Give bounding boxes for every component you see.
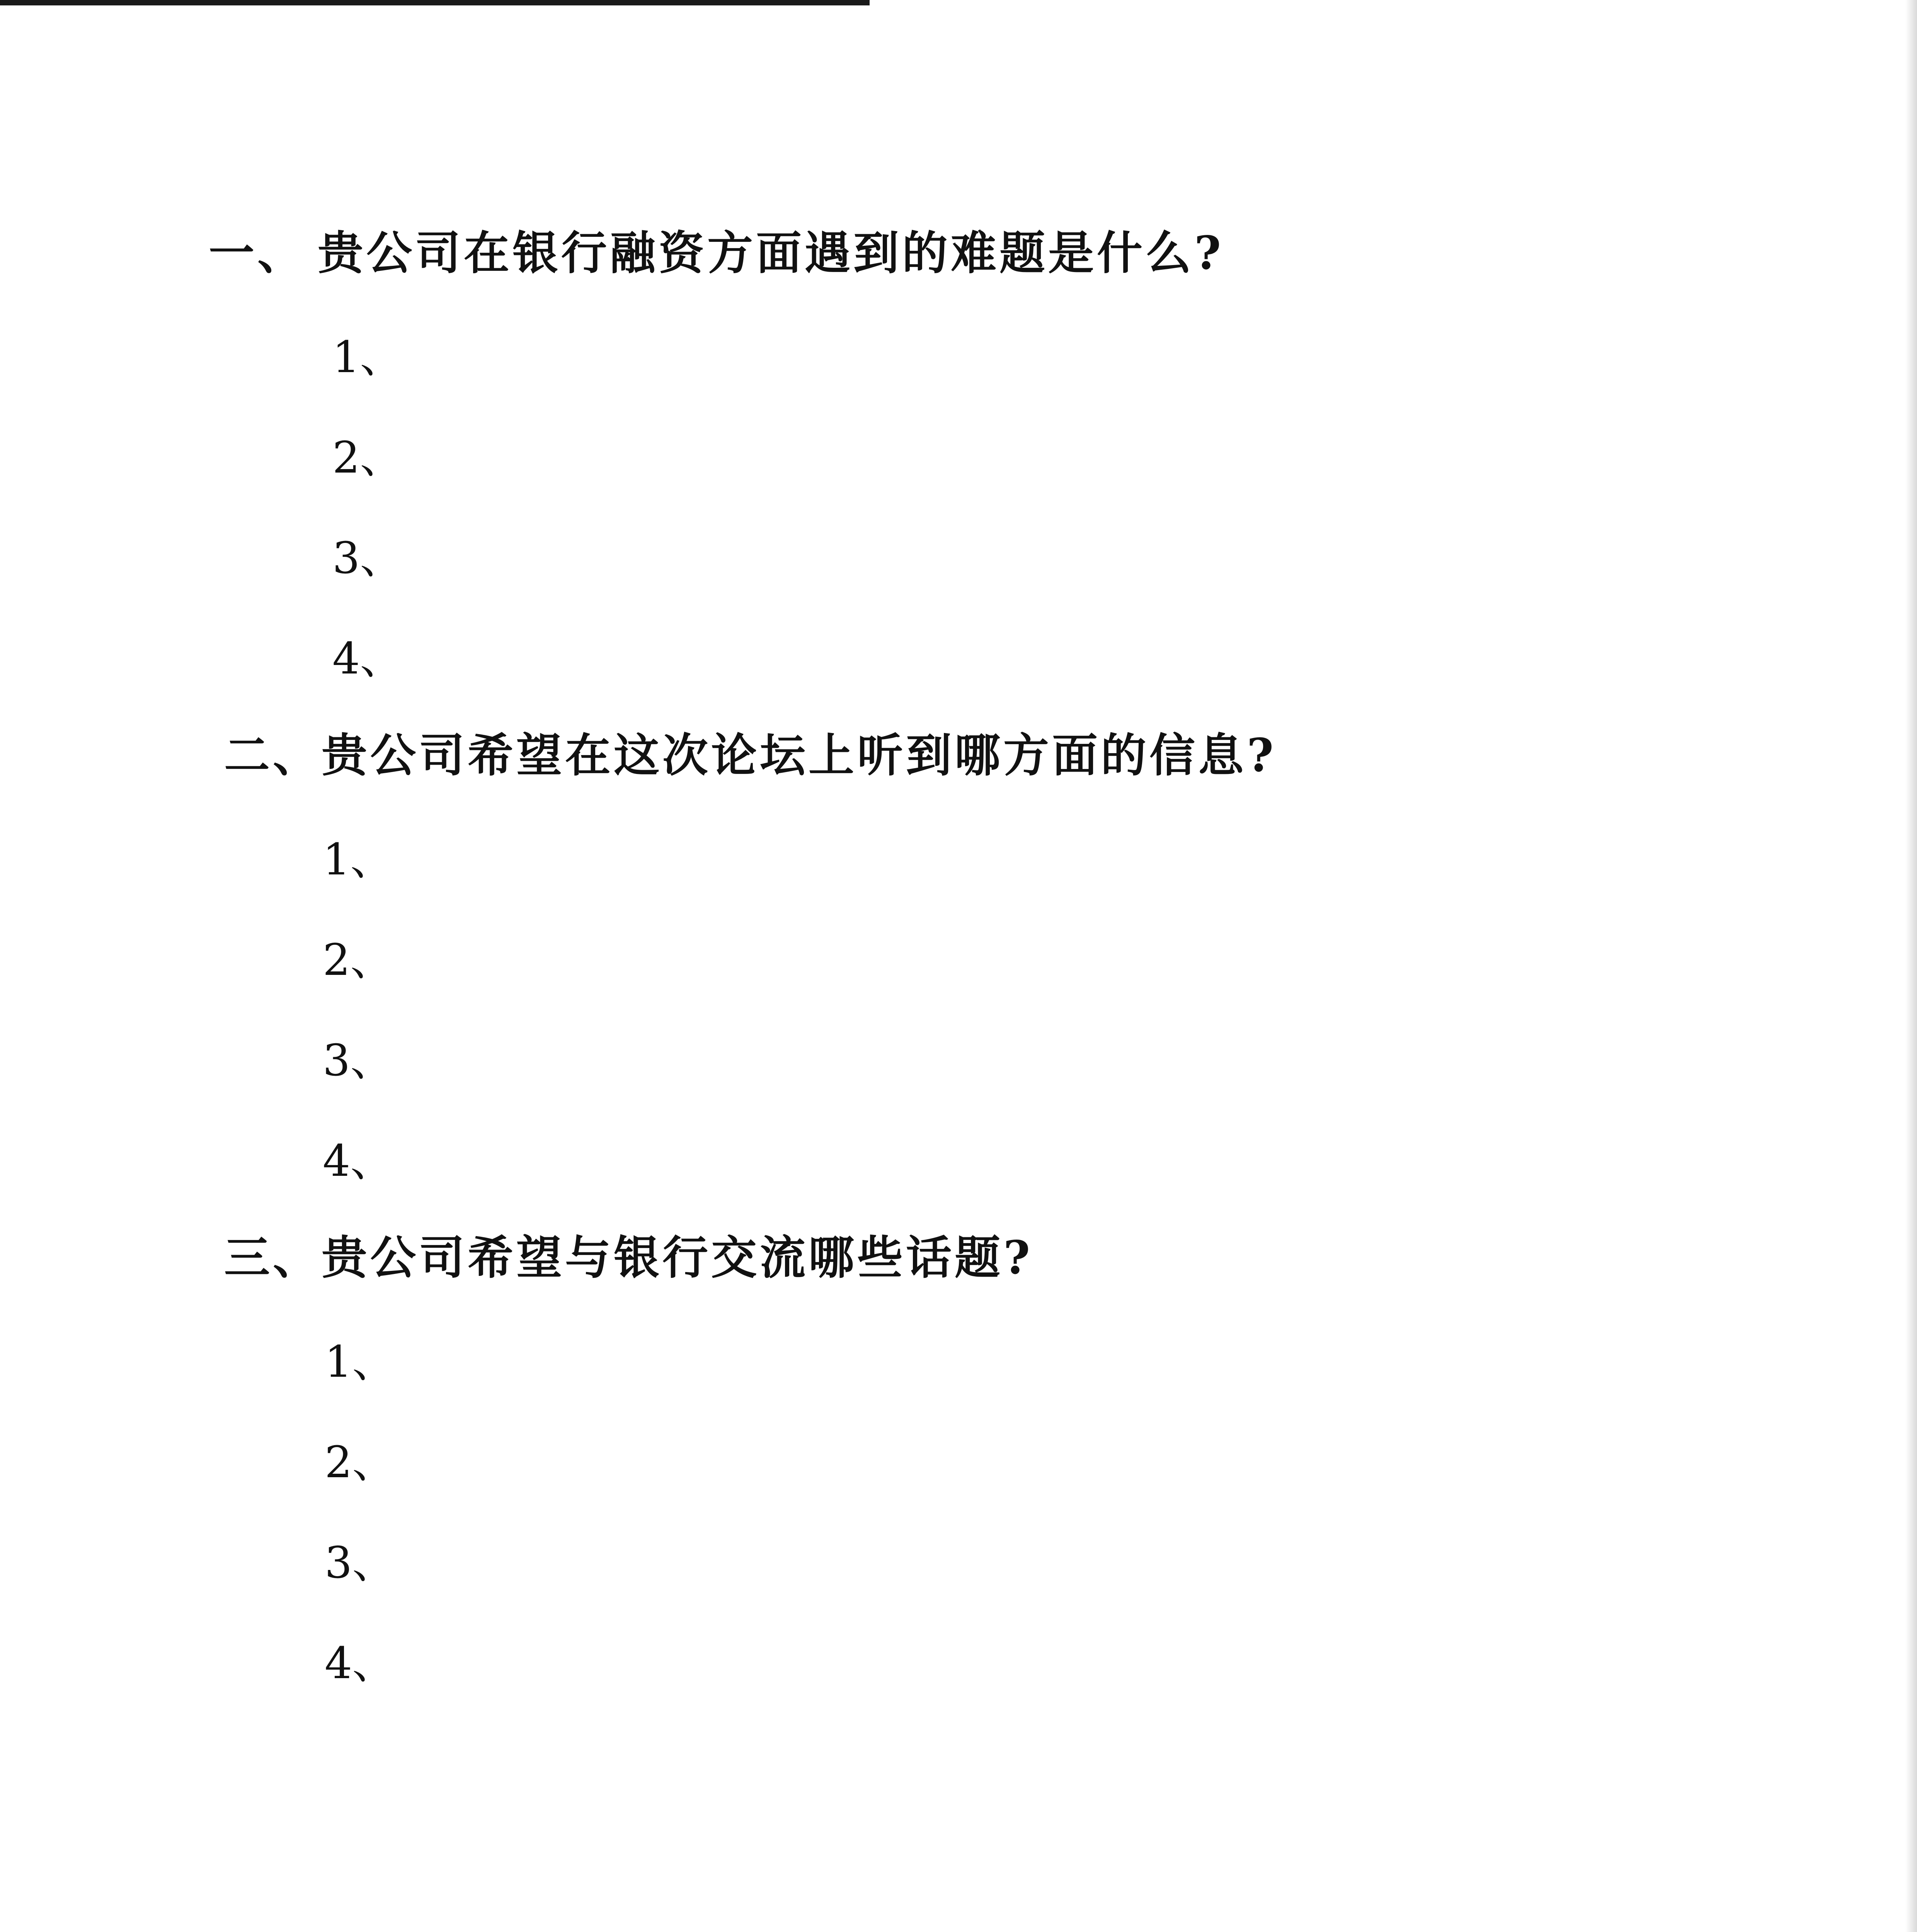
question-1-item-3: 3、 [332,533,403,583]
question-3-item-4: 4、 [325,1638,396,1689]
question-3-item-3: 3、 [325,1538,396,1588]
question-2-number: 二、 [224,728,322,782]
question-2-item-3: 3、 [323,1036,394,1086]
question-3-item-1: 1、 [325,1337,396,1387]
scan-edge-shadow [1905,0,1917,1932]
question-1-text: 贵公司在银行融资方面遇到的难题是什么? [318,226,1224,280]
question-2 [224,719,1277,784]
question-2-item-4: 4、 [323,1136,394,1186]
question-1 [209,216,1224,282]
question-1-item-4: 4、 [332,634,403,684]
question-3-text: 贵公司希望与银行交流哪些话题? [322,1231,1033,1284]
question-3 [224,1221,1033,1287]
question-1-item-2: 2、 [332,433,403,483]
question-3-number: 三、 [224,1231,322,1284]
question-1-number: 一、 [209,226,306,280]
scan-edge-line [0,0,870,5]
question-2-item-1: 1、 [323,835,394,885]
question-3-item-2: 2、 [325,1437,396,1488]
question-2-item-2: 2、 [323,935,394,985]
question-1-item-1: 1、 [332,332,403,383]
question-2-text: 贵公司希望在这次论坛上听到哪方面的信息? [322,728,1277,782]
